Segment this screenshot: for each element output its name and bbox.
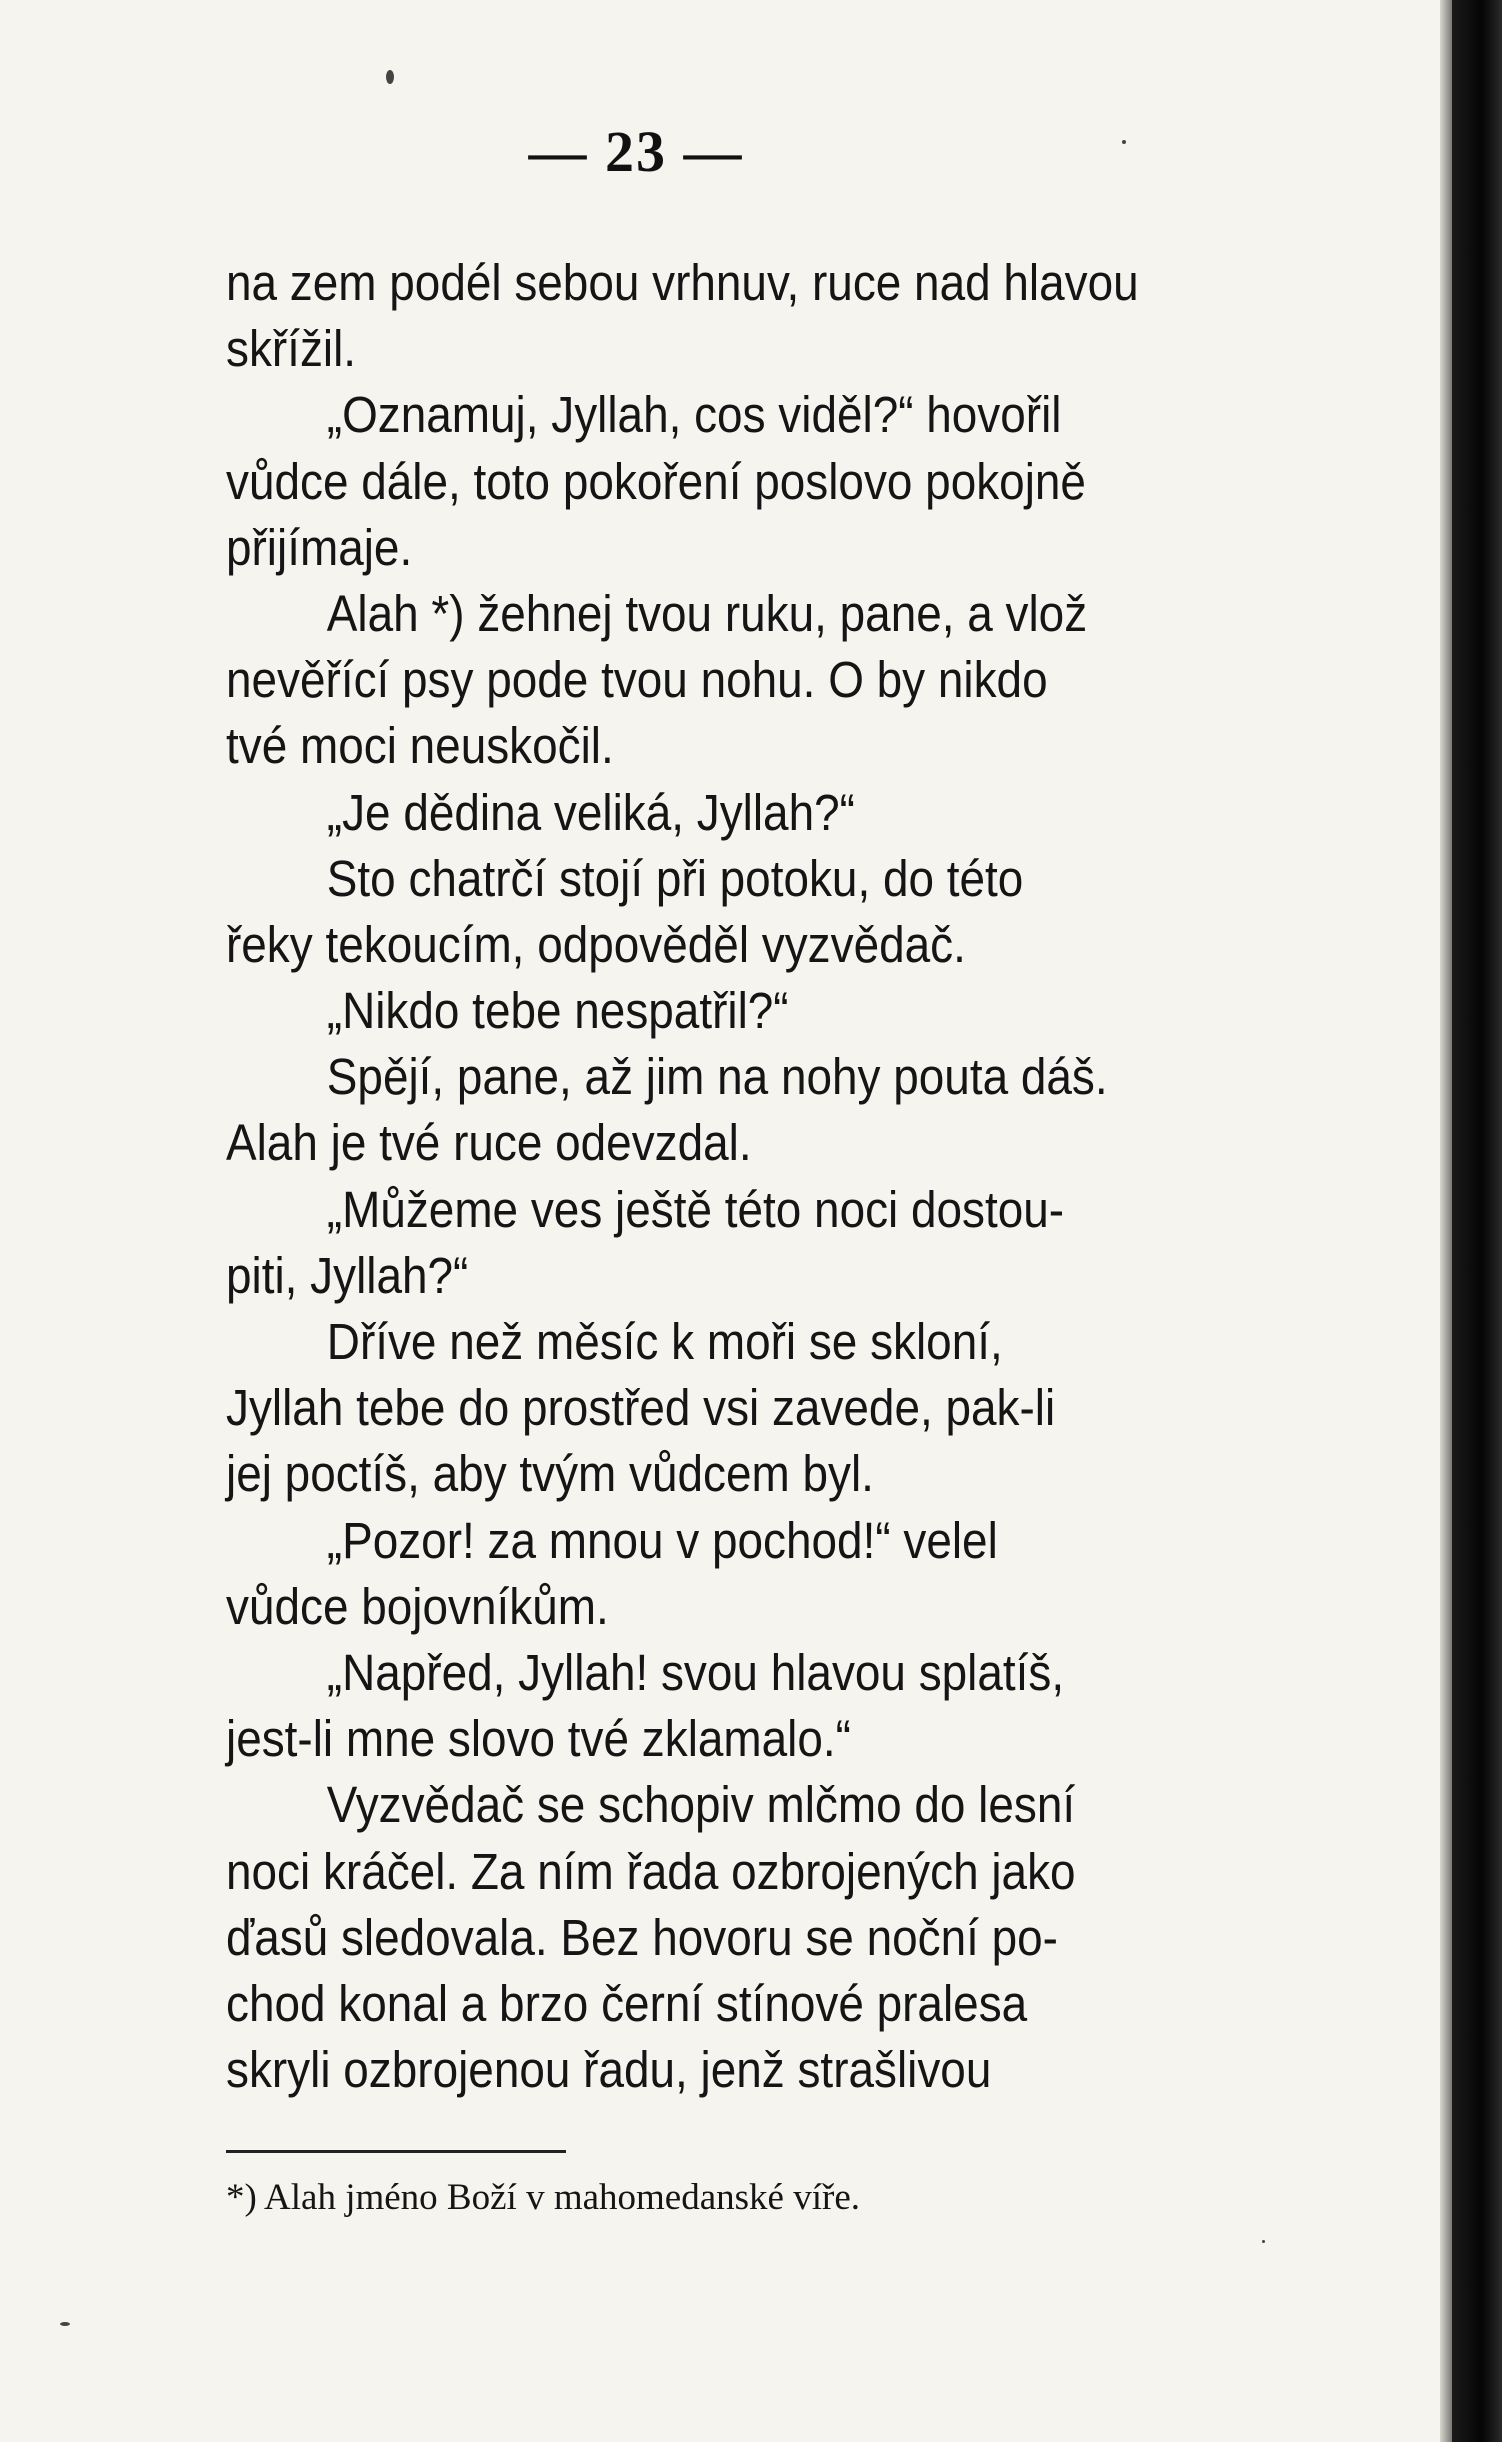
- footnote: *) Alah jméno Boží v mahomedanské víře.: [226, 2177, 860, 2218]
- text-line: Vyzvědač se schopiv mlčmo do lesní: [326, 1776, 1076, 1834]
- text-line: nevěřící psy pode tvou nohu. O by nikdo: [226, 651, 1048, 709]
- print-speck: [60, 2322, 70, 2326]
- text-line: „Je dědina veliká, Jyllah?“: [326, 783, 855, 841]
- page-number: — 23 —: [528, 119, 744, 184]
- text-line: skřížil.: [226, 320, 357, 378]
- text-line: Sto chatrčí stojí při potoku, do této: [326, 849, 1024, 907]
- body-text: [226, 250, 1243, 2103]
- text-line: „Můžeme ves ještě této noci dostou-: [326, 1180, 1065, 1238]
- text-line: Spějí, pane, až jim na nohy pouta dáš.: [326, 1048, 1108, 1106]
- page-edge-shadow: [1440, 0, 1452, 2442]
- text-line: noci kráčel. Za ním řada ozbrojených jako: [226, 1842, 1076, 1900]
- text-line: jest-li mne slovo tvé zklamalo.“: [226, 1710, 851, 1768]
- text-line: „Pozor! za mnou v pochod!“ velel: [326, 1511, 998, 1569]
- text-line: ďasů sledovala. Bez hovoru se noční po-: [226, 1908, 1058, 1966]
- text-line: „Nikdo tebe nespatřil?“: [326, 982, 789, 1040]
- text-line: na zem podél sebou vrhnuv, ruce nad hlavou: [226, 254, 1139, 311]
- text-line: vůdce dále, toto pokoření poslovo pokojně: [226, 452, 1086, 510]
- print-speck: [386, 70, 394, 84]
- print-speck: [1122, 140, 1126, 144]
- text-line: tvé moci neuskočil.: [226, 717, 614, 775]
- text-line: Dříve než měsíc k moři se skloní,: [326, 1313, 1003, 1370]
- text-line: Jyllah tebe do prostřed vsi zavede, pak-li: [226, 1379, 1056, 1437]
- text-line: skryli ozbrojenou řadu, jenž strašlivou: [226, 2041, 992, 2099]
- text-line: přijímaje.: [226, 518, 413, 576]
- text-line: Alah je tvé ruce odevzdal.: [226, 1114, 752, 1172]
- text-line: Alah *) žehnej tvou ruku, pane, a vlož: [326, 584, 1088, 642]
- scan-border: [1452, 0, 1502, 2442]
- text-line: řeky tekoucím, odpověděl vyzvědač.: [226, 915, 966, 973]
- footnote-divider: [226, 2150, 566, 2153]
- print-speck: [1262, 2240, 1265, 2243]
- text-line: vůdce bojovníkům.: [226, 1577, 609, 1635]
- text-line: „Napřed, Jyllah! svou hlavou splatíš,: [326, 1643, 1065, 1701]
- text-line: „Oznamuj, Jyllah, cos viděl?“ hovořil: [326, 386, 1062, 444]
- text-line: piti, Jyllah?“: [226, 1246, 469, 1304]
- text-line: chod konal a brzo černí stínové pralesa: [226, 1974, 1028, 2032]
- text-line: jej poctíš, aby tvým vůdcem byl.: [226, 1445, 874, 1503]
